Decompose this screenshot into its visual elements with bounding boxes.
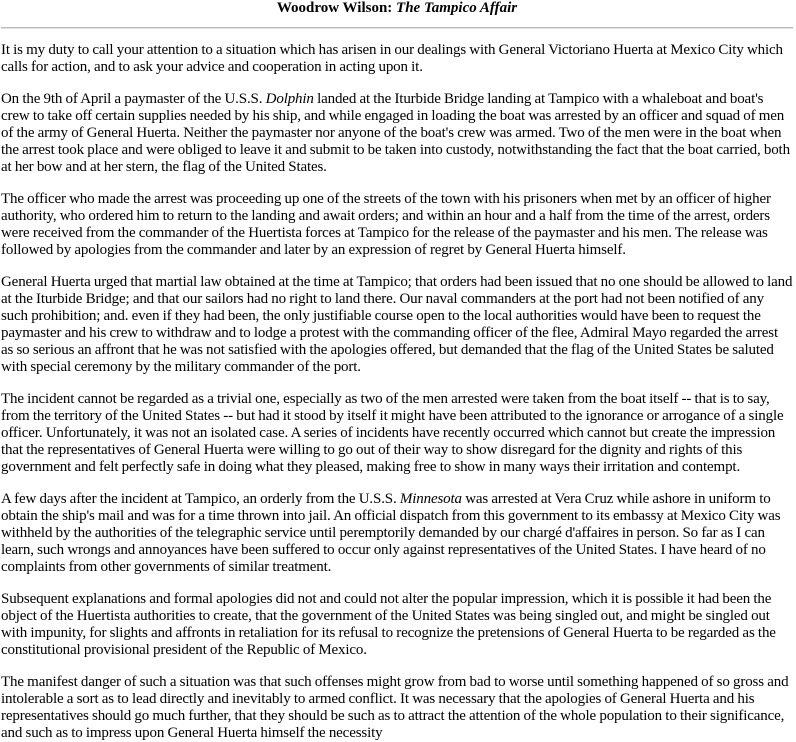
- ship-name-minnesota: Minnesota: [399, 491, 462, 507]
- document-body: [1, 42, 793, 742]
- paragraph-4: General Huerta urged that martial law obtained at the time at Tampico; that orders had been issued that no one should be allowed to land at the Iturbide Bridge; and that our sailors had no right to land there. Our naval commanders at the port had not been notified of any such prohibition; and. even if they had been, the only justifiable course open to the local authorities would have been to request the paymaster and his crew to withdraw and to lodge a protest with the commanding officer of the flee, Admiral Mayo regarded the arrest as so serious an affront that he was not satisfied with the apologies offered, but demanded that the flag of the United States be saluted with special ceremony by the military commander of the port.: [1, 274, 793, 375]
- paragraph-8: The manifest danger of such a situation was that such offenses might grow from bad to worse until something happened of so gross and intolerable a sort as to lead directly and inevitably to armed conflict. It was necessary that the apologies of General Huerta and his representatives should go much further, that they should be such as to attract the attention of the whole population to their significance, and such as to impress upon General Huerta himself the necessity: [1, 674, 789, 741]
- page-title: [1, 0, 793, 17]
- paragraph-7: Subsequent explanations and formal apologies did not and could not alter the popular impression, which it is possible it had been the object of the Huertista authorities to create, that the government of the United States was being singled out, and might be singled out with impunity, for slights and affronts in retaliation for its refusal to recognize the pretensions of General Huerta to be regarded as the constitutional provisional president of the Republic of Mexico.: [1, 591, 776, 658]
- paragraph-6: [1, 491, 793, 576]
- paragraph-5: The incident cannot be regarded as a trivial one, especially as two of the men arrested were taken from the boat itself -- that is to say, from the territory of the United States -- but had it stood by itself it might have been attributed to the ignorance or arrogance of a single officer. Unfortunately, it was not an isolated case. A series of incidents have recently occurred which cannot but create the impression that the representatives of General Huerta were willing to go out of their way to show disregard for the dignity and rights of this government and felt perfectly safe in doing what they pleased, making free to show in many ways their irritation and contempt.: [1, 391, 784, 475]
- title-divider: [1, 27, 793, 29]
- paragraph-2: [1, 91, 793, 176]
- ship-name-dolphin: Dolphin: [265, 91, 314, 107]
- paragraph-6-text-before: A few days after the incident at Tampico, an orderly from the U.S.S.: [1, 491, 400, 507]
- paragraph-6-text-after: was arrested at Vera Cruz while ashore in uniform to obtain the ship's mail and was for a time thrown into jail. An official dispatch from this government to its embassy at Mexico City was withheld by the authorities of the telegraphic service until peremptorily demanded by our chargé d'affaires in person. So far as I can learn, such wrongs and annoyances have been suffered to occur only against representatives of the United States. I have heard of no complaints from other governments of similar treatment.: [1, 491, 781, 575]
- title-author: Woodrow Wilson:: [276, 0, 393, 16]
- paragraph-2-text-after: landed at the Iturbide Bridge landing at Tampico with a whaleboat and boat's crew to take off certain supplies needed by his ship, and while engaged in loading the boat was arrested by an officer and squad of men of the army of General Huerta. Neither the paymaster nor anyone of the boat's crew was armed. Two of the men were in the boat when the arrest took place and were obliged to leave it and submit to be taken into custody, notwithstanding the fact that the boat carried, both at her bow and at her stern, the flag of the United States.: [1, 91, 790, 175]
- paragraph-1: It is my duty to call your attention to a situation which has arisen in our dealings with General Victoriano Huerta at Mexico City which calls for action, and to ask your advice and cooperation in acting upon it.: [1, 42, 783, 75]
- title-work: The Tampico Affair: [396, 0, 518, 16]
- paragraph-2-text-before: On the 9th of April a paymaster of the U.S.S.: [1, 91, 266, 107]
- paragraph-3: The officer who made the arrest was proceeding up one of the streets of the town with his prisoners when met by an officer of higher authority, who ordered him to return to the landing and await orders; and within an hour and a half from the time of the arrest, orders were received from the commander of the Huertista forces at Tampico for the release of the paymaster and his men. The release was followed by apologies from the commander and later by an expression of regret by General Huerta himself.: [1, 191, 771, 258]
